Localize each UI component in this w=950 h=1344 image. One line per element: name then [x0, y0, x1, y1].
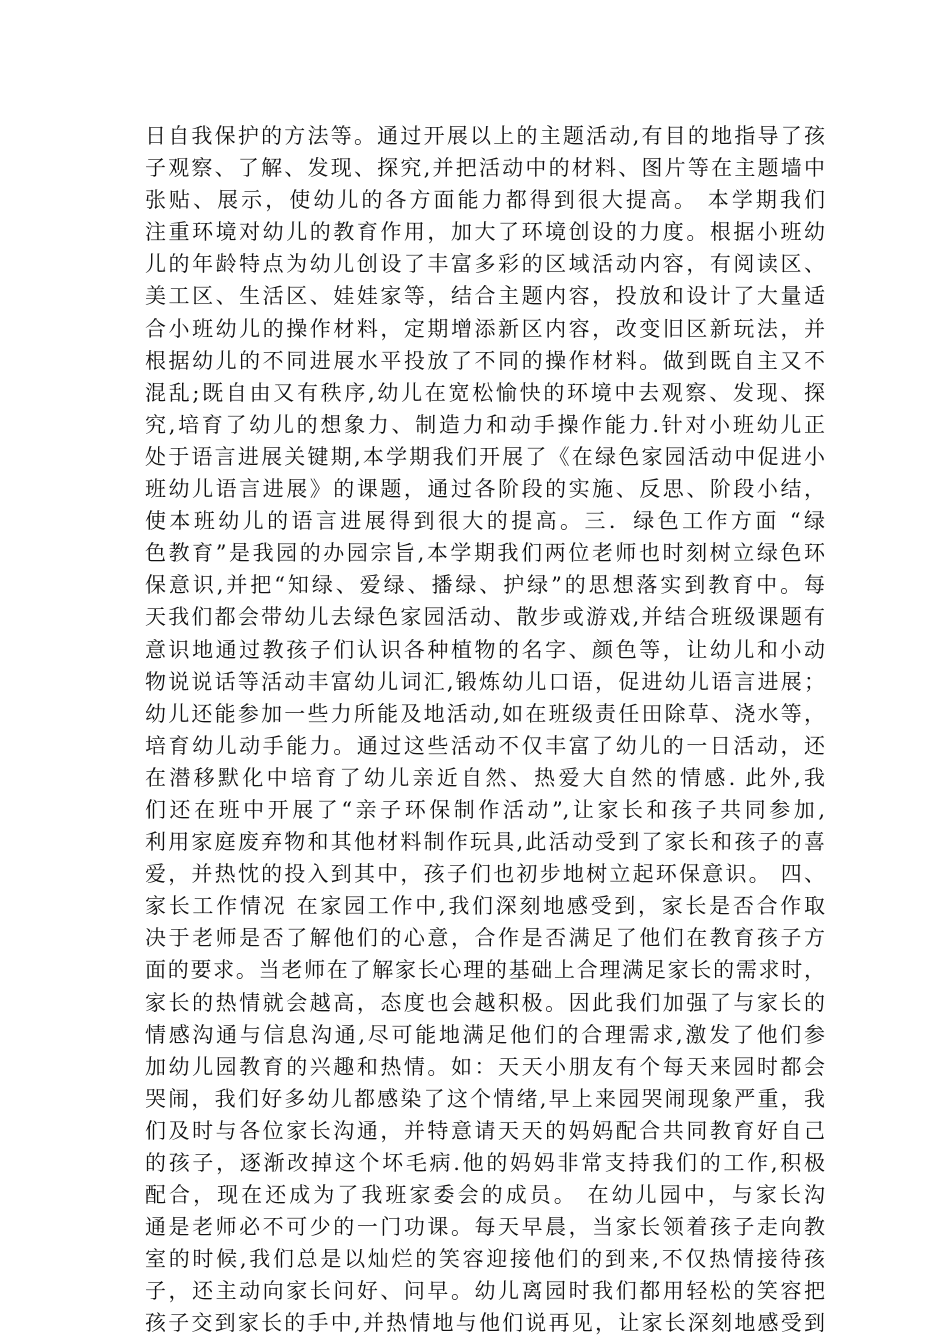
text-line: 培育幼儿动手能力。通过这些活动不仅丰富了幼儿的一日活动，还 [145, 733, 825, 758]
text-line: 哭闹，我们好多幼儿都感染了这个情绪,早上来园哭闹现象严重，我 [145, 1086, 825, 1111]
body-text [145, 120, 825, 1340]
text-line: 注重环境对幼儿的教育作用，加大了环境创设的力度。根据小班幼 [145, 220, 825, 245]
text-line: 幼儿还能参加一些力所能及地活动,如在班级责任田除草、浇水等， [145, 701, 825, 726]
text-line: 孩子交到家长的手中,并热情地与他们说再见，让家长深刻地感受到 [145, 1311, 825, 1336]
text-line: 混乱;既自由又有秩序,幼儿在宽松愉快的环境中去观察、发现、探 [145, 380, 825, 405]
text-line: 处于语言进展关键期,本学期我们开展了《在绿色家园活动中促进小 [145, 444, 825, 469]
text-line: 究,培育了幼儿的想象力、制造力和动手操作能力.针对小班幼儿正 [145, 412, 825, 437]
text-line: 子观察、了解、发现、探究,并把活动中的材料、图片等在主题墙中 [145, 156, 825, 181]
text-line: 在潜移默化中培育了幼儿亲近自然、热爱大自然的情感. 此外,我 [145, 765, 825, 790]
text-line: 爱，并热忱的投入到其中，孩子们也初步地树立起环保意识。 四、 [145, 862, 825, 887]
text-line: 班幼儿语言进展》的课题，通过各阶段的实施、反思、阶段小结， [145, 477, 825, 502]
text-line: 保意识,并把“知绿、爱绿、播绿、护绿”的思想落实到教育中。每 [145, 573, 825, 598]
text-line: 情感沟通与信息沟通,尽可能地满足他们的合理需求,激发了他们参 [145, 1022, 825, 1047]
text-line: 加幼儿园教育的兴趣和热情。如：天天小朋友有个每天来园时都会 [145, 1054, 825, 1079]
text-line: 们及时与各位家长沟通，并特意请天天的妈妈配合共同教育好自己 [145, 1118, 825, 1143]
text-line: 意识地通过教孩子们认识各种植物的名字、颜色等，让幼儿和小动 [145, 637, 825, 662]
text-line: 儿的年龄特点为幼儿创设了丰富多彩的区域活动内容，有阅读区、 [145, 252, 825, 277]
text-line: 室的时候,我们总是以灿烂的笑容迎接他们的到来,不仅热情接待孩 [145, 1247, 825, 1272]
text-line: 日自我保护的方法等。通过开展以上的主题活动,有目的地指导了孩 [145, 124, 825, 148]
text-line: 面的要求。当老师在了解家长心理的基础上合理满足家长的需求时， [145, 958, 825, 983]
text-line: 配合，现在还成为了我班家委会的成员。 在幼儿园中，与家长沟 [145, 1183, 825, 1208]
text-line: 张贴、展示，使幼儿的各方面能力都得到很大提高。 本学期我们 [145, 188, 825, 213]
text-line: 合小班幼儿的操作材料，定期增添新区内容，改变旧区新玩法，并 [145, 316, 825, 341]
text-line: 子，还主动向家长问好、问早。幼儿离园时我们都用轻松的笑容把 [145, 1279, 825, 1304]
text-line: 天我们都会带幼儿去绿色家园活动、散步或游戏,并结合班级课题有 [145, 605, 825, 630]
text-line: 的孩子，逐渐改掉这个坏毛病.他的妈妈非常支持我们的工作,积极 [145, 1151, 825, 1175]
text-line: 美工区、生活区、娃娃家等，结合主题内容，投放和设计了大量适 [145, 284, 825, 309]
text-line: 根据幼儿的不同进展水平投放了不同的操作材料。做到既自主又不 [145, 348, 825, 373]
text-line: 使本班幼儿的语言进展得到很大的提高。三．绿色工作方面 “绿 [145, 509, 825, 534]
text-line: 利用家庭废弃物和其他材料制作玩具,此活动受到了家长和孩子的喜 [145, 830, 825, 855]
text-line: 家长的热情就会越高，态度也会越积极。因此我们加强了与家长的 [145, 990, 825, 1015]
text-line: 家长工作情况 在家园工作中,我们深刻地感受到，家长是否合作取 [145, 894, 825, 919]
text-line: 通是老师必不可少的一门功课。每天早晨，当家长领着孩子走向教 [145, 1215, 825, 1240]
text-line: 物说说话等活动丰富幼儿词汇,锻炼幼儿口语，促进幼儿语言进展； [145, 669, 825, 694]
text-line: 们还在班中开展了“亲子环保制作活动”,让家长和孩子共同参加, [145, 797, 825, 822]
text-line: 色教育”是我园的办园宗旨,本学期我们两位老师也时刻树立绿色环 [145, 541, 825, 566]
text-line: 决于老师是否了解他们的心意，合作是否满足了他们在教育孩子方 [145, 926, 825, 951]
